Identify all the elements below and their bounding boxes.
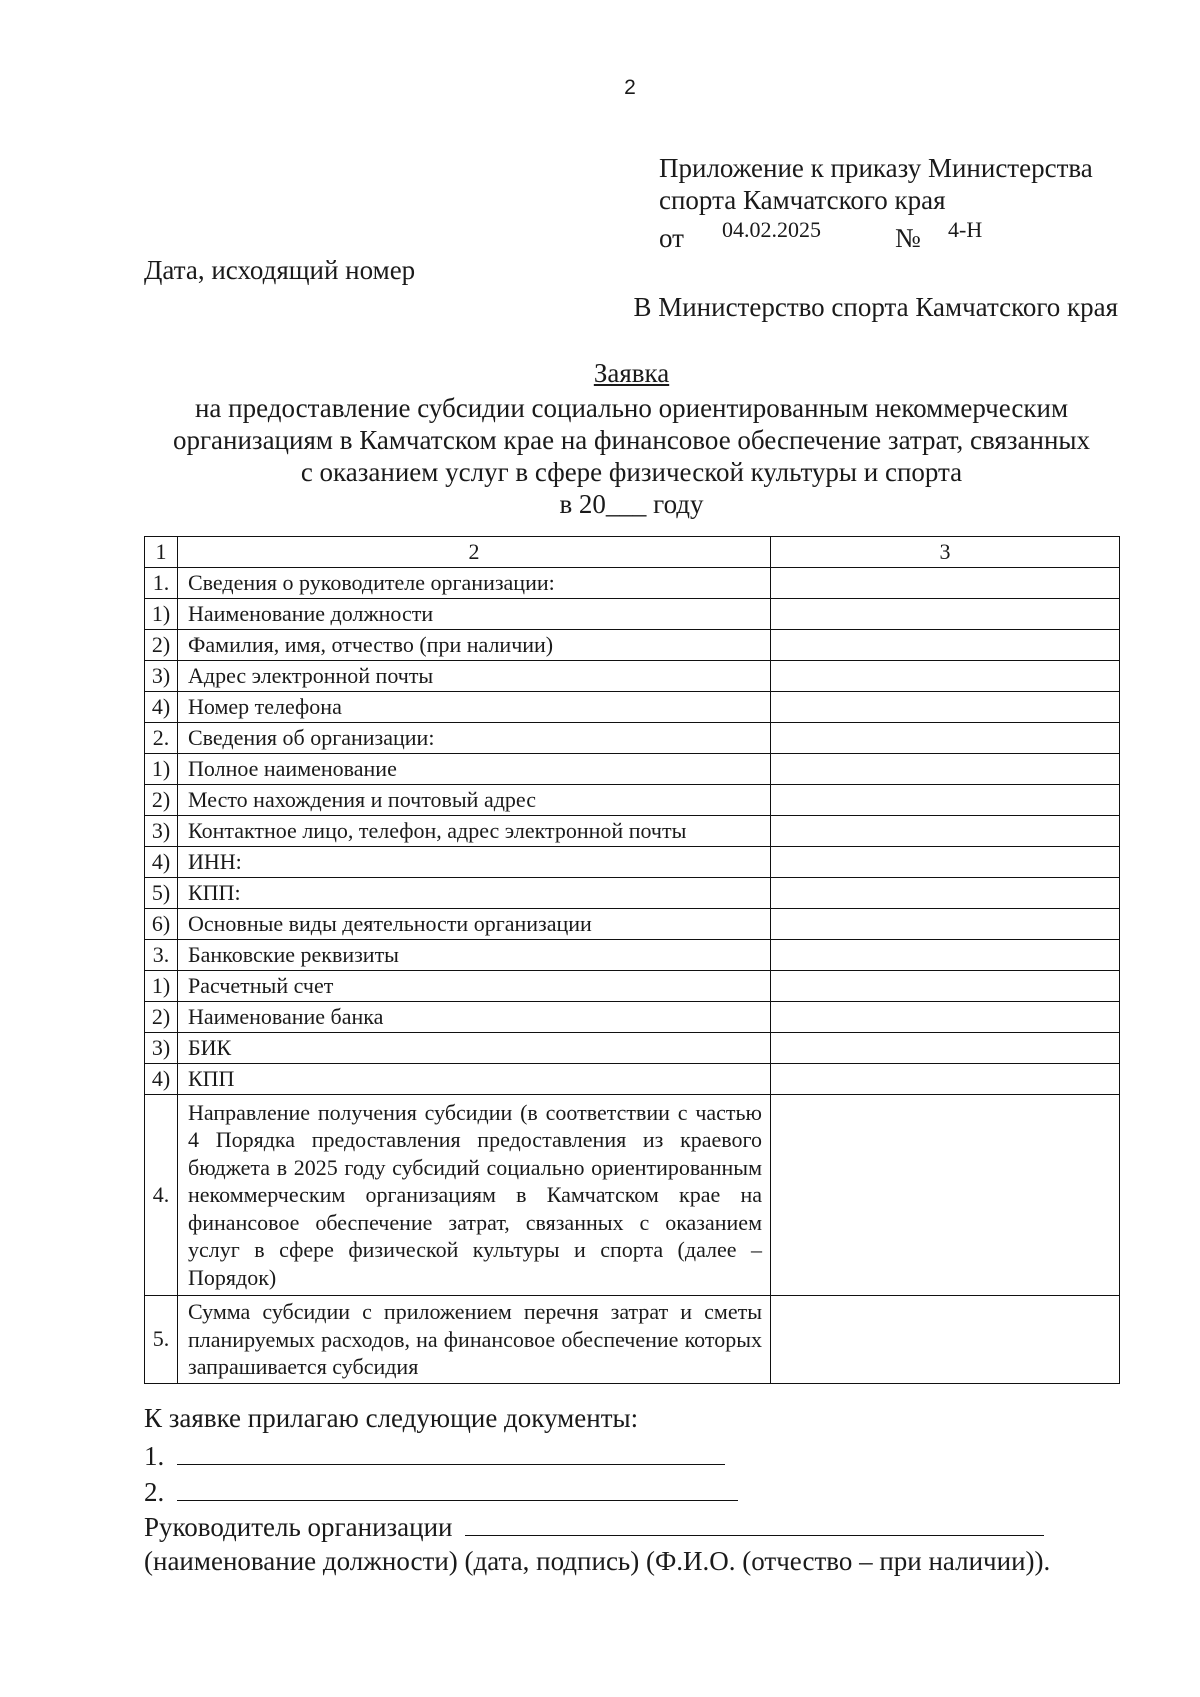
row-label: КПП: [178, 878, 771, 909]
row-value-cell [771, 878, 1120, 909]
row-label: Место нахождения и почтовый адрес [178, 785, 771, 816]
attachment-blank-2 [177, 1474, 738, 1501]
table-header-row [145, 537, 1120, 568]
attachment-blank-1 [177, 1438, 725, 1465]
signature-blank [465, 1509, 1044, 1536]
application-table [144, 536, 1120, 1384]
row-number: 6) [145, 909, 178, 940]
row-value-cell [771, 754, 1120, 785]
table-row [145, 630, 1120, 661]
row-value-cell [771, 630, 1120, 661]
row-label: Номер телефона [178, 692, 771, 723]
attachment-number-1: 1. [144, 1441, 165, 1471]
row-value-cell [771, 971, 1120, 1002]
row-label: Наименование банка [178, 1002, 771, 1033]
table-row [145, 878, 1120, 909]
table-row [145, 847, 1120, 878]
row-label: Направление получения субсидии (в соответствии с частью 4 Порядка предоставления предоставления из краевого бюджета в 2025 году субсидий социально ориентированным некоммерческим организациям в Камчатском крае на финансовое обеспечение затрат, связанных с оказанием услуг в сфере физической культуры и спорта (далее – Порядок) [178, 1095, 771, 1296]
page-number: 2 [624, 76, 636, 99]
row-number: 5) [145, 878, 178, 909]
attachment-number-2: 2. [144, 1477, 165, 1507]
attachment-line-2 [144, 1474, 738, 1508]
title-line-4: в 20___ году [559, 489, 704, 519]
row-value-cell [771, 940, 1120, 971]
header-col-1: 1 [145, 537, 178, 568]
order-date-number [659, 217, 1059, 253]
row-label: Наименование должности [178, 599, 771, 630]
row-number: 5. [145, 1296, 178, 1384]
row-label: Расчетный счет [178, 971, 771, 1002]
row-label: Сумма субсидии с приложением перечня затрат и сметы планируемых расходов, на финансовое обеспечение которых запрашивается субсидия [178, 1296, 771, 1384]
appendix-line-2: спорта Камчатского края [659, 185, 946, 215]
row-value-cell [771, 909, 1120, 940]
row-number: 1) [145, 754, 178, 785]
row-label: БИК [178, 1033, 771, 1064]
row-label: Сведения об организации: [178, 723, 771, 754]
order-date: 04.02.2025 [722, 217, 821, 242]
order-number: 4-Н [948, 217, 983, 242]
row-value-cell [771, 1064, 1120, 1095]
row-number: 2) [145, 630, 178, 661]
signature-label: Руководитель организации [144, 1512, 453, 1542]
from-label: от [659, 223, 684, 253]
table-row [145, 909, 1120, 940]
row-label: КПП [178, 1064, 771, 1095]
row-number: 4) [145, 692, 178, 723]
row-number: 4) [145, 1064, 178, 1095]
row-number: 1) [145, 971, 178, 1002]
attachment-line-1 [144, 1438, 725, 1472]
header-col-2: 2 [178, 537, 771, 568]
row-number: 4) [145, 847, 178, 878]
table-row [145, 785, 1120, 816]
title-heading: Заявка [593, 358, 670, 388]
title-line-2: организациям в Камчатском крае на финансовое обеспечение затрат, связанных [172, 425, 1091, 455]
outgoing-number-label: Дата, исходящий номер [144, 255, 416, 285]
table-row [145, 1064, 1120, 1095]
row-value-cell [771, 1033, 1120, 1064]
row-label: Контактное лицо, телефон, адрес электронной почты [178, 816, 771, 847]
table-row [145, 661, 1120, 692]
row-label: Фамилия, имя, отчество (при наличии) [178, 630, 771, 661]
row-label: Адрес электронной почты [178, 661, 771, 692]
row-label: Основные виды деятельности организации [178, 909, 771, 940]
row-number: 1) [145, 599, 178, 630]
row-number: 1. [145, 568, 178, 599]
table-row [145, 940, 1120, 971]
title-line-3: с оказанием услуг в сфере физической культуры и спорта [300, 457, 963, 487]
table-row [145, 1033, 1120, 1064]
row-number: 3. [145, 940, 178, 971]
title-line-1: на предоставление субсидии социально ориентированным некоммерческим [194, 393, 1069, 423]
number-sign: № [895, 223, 921, 253]
row-value-cell [771, 599, 1120, 630]
table-row [145, 692, 1120, 723]
row-number: 3) [145, 1033, 178, 1064]
table-row [145, 1296, 1120, 1384]
document-title [144, 357, 1119, 520]
recipient: В Министерство спорта Камчатского края [633, 292, 1118, 322]
row-value-cell [771, 785, 1120, 816]
row-label: ИНН: [178, 847, 771, 878]
signature-line [144, 1509, 1044, 1543]
table-row [145, 754, 1120, 785]
row-value-cell [771, 1095, 1120, 1296]
row-value-cell [771, 661, 1120, 692]
row-label: Полное наименование [178, 754, 771, 785]
table-row [145, 971, 1120, 1002]
appendix-reference [659, 152, 1093, 216]
table-row [145, 568, 1120, 599]
table-row [145, 1095, 1120, 1296]
header-col-3: 3 [771, 537, 1120, 568]
row-number: 3) [145, 816, 178, 847]
row-label: Банковские реквизиты [178, 940, 771, 971]
row-number: 4. [145, 1095, 178, 1296]
row-number: 2) [145, 785, 178, 816]
table-row [145, 1002, 1120, 1033]
row-label: Сведения о руководителе организации: [178, 568, 771, 599]
row-number: 3) [145, 661, 178, 692]
table-row [145, 723, 1120, 754]
row-value-cell [771, 568, 1120, 599]
row-value-cell [771, 847, 1120, 878]
row-number: 2) [145, 1002, 178, 1033]
row-value-cell [771, 1002, 1120, 1033]
row-number: 2. [145, 723, 178, 754]
table-row [145, 816, 1120, 847]
signature-note: (наименование должности) (дата, подпись) (Ф.И.О. (отчество – при наличии)). [144, 1546, 1051, 1576]
attachments-label: К заявке прилагаю следующие документы: [144, 1403, 639, 1433]
appendix-line-1: Приложение к приказу Министерства [659, 153, 1093, 183]
row-value-cell [771, 723, 1120, 754]
row-value-cell [771, 692, 1120, 723]
table-row [145, 599, 1120, 630]
row-value-cell [771, 816, 1120, 847]
row-value-cell [771, 1296, 1120, 1384]
